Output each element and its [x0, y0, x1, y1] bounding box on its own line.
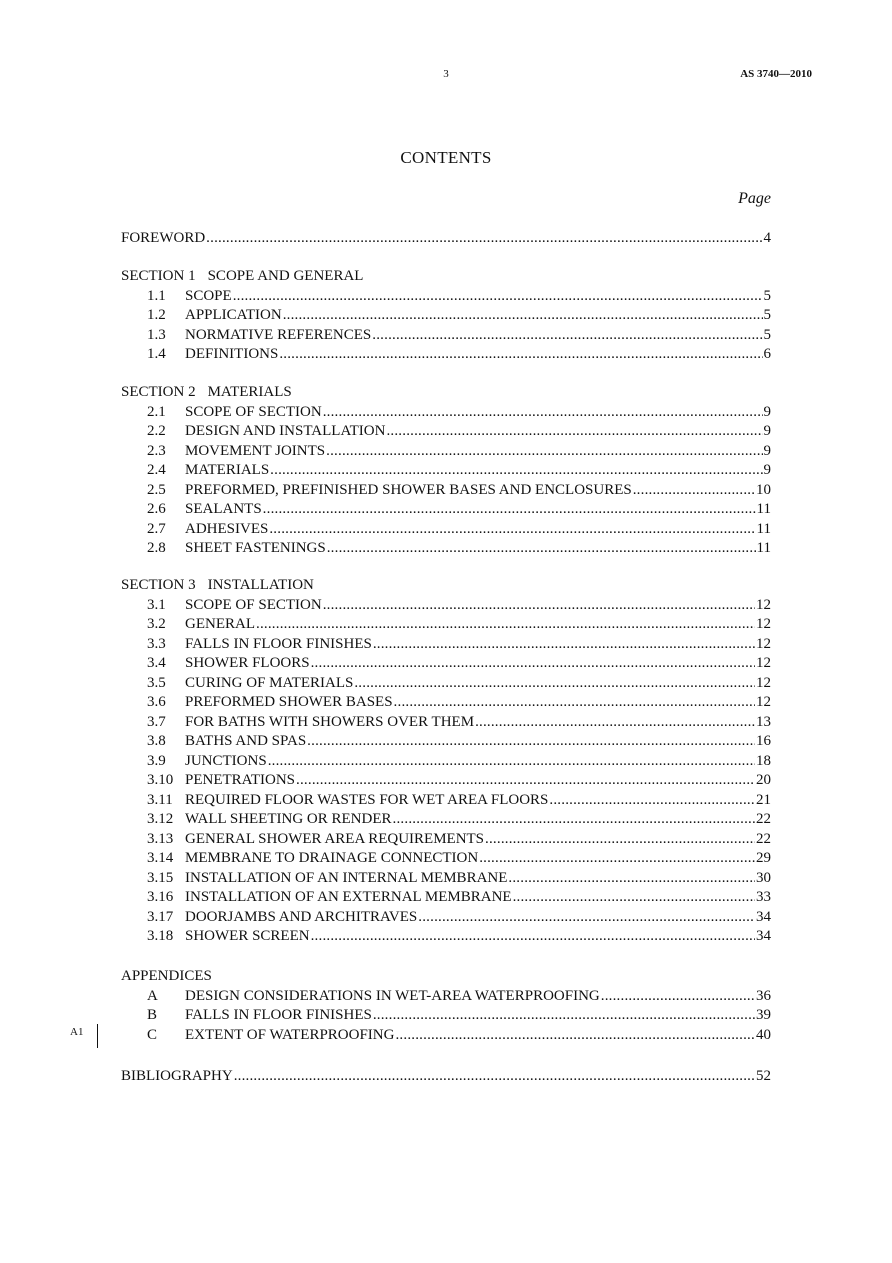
toc-entry[interactable] — [121, 326, 771, 346]
toc-page: 9 — [763, 403, 771, 420]
leader-dots — [395, 1026, 755, 1046]
section-2-block — [121, 383, 771, 559]
page-number: 3 — [443, 68, 449, 80]
toc-label: MOVEMENT JOINTS — [185, 442, 326, 459]
toc-label: PREFORMED SHOWER BASES — [185, 694, 393, 710]
leader-dots — [386, 422, 762, 442]
section-number: SECTION 3 — [121, 577, 196, 593]
leader-dots — [513, 888, 755, 908]
toc-page: 12 — [756, 596, 771, 613]
toc-entry[interactable] — [121, 849, 771, 869]
toc-entry[interactable] — [121, 422, 771, 442]
toc-entry[interactable] — [121, 987, 771, 1007]
toc-page: 12 — [756, 674, 771, 691]
toc-page: 5 — [763, 307, 771, 323]
toc-entry[interactable] — [121, 713, 771, 733]
toc-entry[interactable] — [121, 927, 771, 947]
toc-label: PENETRATIONS — [185, 772, 296, 788]
toc-entry[interactable] — [121, 442, 771, 462]
toc-entry[interactable] — [121, 287, 771, 307]
toc-label: DOORJAMBS AND ARCHITRAVES — [185, 908, 418, 925]
toc-page: 12 — [756, 694, 771, 710]
toc-page: 13 — [756, 713, 771, 730]
toc-entry[interactable] — [121, 403, 771, 423]
section-heading[interactable] — [121, 383, 771, 403]
toc-entry[interactable] — [121, 810, 771, 830]
leader-dots — [601, 987, 755, 1007]
toc-number: 3.6 — [147, 694, 166, 710]
toc-number: 3.16 — [147, 889, 174, 905]
section-heading[interactable] — [121, 267, 771, 287]
toc-entry[interactable] — [121, 1026, 771, 1046]
toc-number: 2.5 — [147, 481, 166, 498]
leader-dots — [354, 674, 755, 694]
toc-page: 12 — [756, 635, 771, 652]
toc-entry-foreword[interactable] — [121, 229, 771, 249]
leader-dots — [479, 849, 755, 869]
section-number: SECTION 2 — [121, 384, 196, 400]
leader-dots — [373, 635, 755, 655]
section-heading[interactable] — [121, 576, 771, 596]
toc-label: FOR BATHS WITH SHOWERS OVER THEM — [185, 713, 475, 730]
leader-dots — [323, 596, 755, 616]
contents-title: CONTENTS — [400, 148, 492, 167]
toc-number: 2.3 — [147, 442, 166, 459]
toc-entry[interactable] — [121, 869, 771, 889]
toc-page: 9 — [763, 462, 771, 478]
amendment-marker: A1 — [70, 1026, 84, 1038]
toc-number: 3.14 — [147, 850, 174, 866]
toc-label: DESIGN CONSIDERATIONS IN WET-AREA WATERPROOFING — [185, 987, 600, 1004]
toc-number: 2.4 — [147, 462, 166, 478]
toc-page: 6 — [763, 346, 771, 362]
leader-dots — [256, 615, 755, 635]
section-number: SECTION 1 — [121, 268, 196, 284]
toc-entry[interactable] — [121, 345, 771, 365]
leader-dots — [326, 442, 762, 462]
toc-label: BATHS AND SPAS — [185, 733, 307, 749]
leader-dots — [311, 654, 755, 674]
toc-entry[interactable] — [121, 693, 771, 713]
leader-dots — [508, 869, 755, 889]
toc-entry-bibliography[interactable] — [121, 1067, 771, 1087]
leader-dots — [233, 287, 763, 307]
toc-page: 5 — [763, 287, 771, 304]
leader-dots — [393, 810, 755, 830]
toc-label: EXTENT OF WATERPROOFING — [185, 1026, 395, 1043]
leader-dots — [633, 481, 755, 501]
leader-dots — [475, 713, 755, 733]
leader-dots — [418, 908, 755, 928]
toc-number: 3.18 — [147, 928, 174, 944]
toc-label: SCOPE — [185, 287, 232, 304]
bibliography-block — [121, 1067, 771, 1087]
toc-entry[interactable] — [121, 539, 771, 559]
toc-entry[interactable] — [121, 830, 771, 850]
toc-number: 1.1 — [147, 287, 166, 304]
toc-page: 12 — [756, 616, 771, 632]
toc-number: 2.7 — [147, 520, 166, 537]
toc-label: SCOPE OF SECTION — [185, 403, 322, 420]
leader-dots — [206, 229, 762, 249]
leader-dots — [372, 326, 762, 346]
toc-page: 52 — [756, 1068, 771, 1084]
toc-entry[interactable] — [121, 461, 771, 481]
toc-page: 30 — [756, 869, 771, 886]
toc-entry[interactable] — [121, 481, 771, 501]
toc-number: 1.3 — [147, 326, 166, 343]
leader-dots — [307, 732, 755, 752]
toc-label: GENERAL — [185, 616, 255, 632]
toc-page: 9 — [763, 442, 771, 459]
toc-label: SHOWER FLOORS — [185, 655, 310, 671]
leader-dots — [263, 500, 756, 520]
toc-page: 16 — [756, 733, 771, 749]
toc-number: 3.13 — [147, 830, 174, 847]
toc-label: BIBLIOGRAPHY — [121, 1068, 233, 1084]
toc-label: APPLICATION — [185, 307, 282, 323]
toc-page: 18 — [756, 752, 771, 769]
leader-dots — [269, 520, 755, 540]
leader-dots — [279, 345, 762, 365]
toc-label: DEFINITIONS — [185, 346, 279, 362]
toc-number: 3.1 — [147, 596, 166, 613]
toc-entry[interactable] — [121, 635, 771, 655]
toc-entry[interactable] — [121, 908, 771, 928]
section-title: SCOPE AND GENERAL — [207, 268, 364, 284]
toc-number: B — [147, 1007, 158, 1023]
toc-page: 11 — [756, 520, 771, 537]
toc-label: FALLS IN FLOOR FINISHES — [185, 635, 372, 652]
toc-label: INSTALLATION OF AN EXTERNAL MEMBRANE — [185, 889, 512, 905]
leader-dots — [323, 403, 763, 423]
leader-dots — [311, 927, 755, 947]
toc-number: 3.10 — [147, 772, 174, 788]
toc-label: ADHESIVES — [185, 520, 269, 537]
toc-number: 3.17 — [147, 908, 174, 925]
toc-entry[interactable] — [121, 306, 771, 326]
toc-page: 5 — [763, 326, 771, 343]
toc-page: 29 — [756, 850, 771, 866]
toc-label: CURING OF MATERIALS — [185, 674, 354, 691]
toc-label: FALLS IN FLOOR FINISHES — [185, 1007, 372, 1023]
toc-number: 2.1 — [147, 403, 166, 420]
toc-number: 3.2 — [147, 616, 166, 632]
toc-number: 2.8 — [147, 540, 166, 556]
toc-number: 1.4 — [147, 346, 166, 362]
toc-page: 9 — [763, 423, 771, 439]
toc-page: 12 — [756, 655, 771, 671]
toc-number: C — [147, 1026, 158, 1043]
toc-number: 3.8 — [147, 733, 166, 749]
toc-label: JUNCTIONS — [185, 752, 267, 769]
standard-designation: AS 3740—2010 — [740, 68, 812, 80]
toc-entry[interactable] — [121, 615, 771, 635]
toc-entry[interactable] — [121, 596, 771, 616]
toc-label: REQUIRED FLOOR WASTES FOR WET AREA FLOORS — [185, 791, 549, 808]
section-title: MATERIALS — [207, 384, 292, 400]
amendment-bar — [97, 1024, 98, 1048]
toc-number: 3.7 — [147, 713, 166, 730]
toc-page: 4 — [763, 230, 771, 246]
toc-label: SHOWER SCREEN — [185, 928, 310, 944]
leader-dots — [270, 461, 762, 481]
appendices-title: APPENDICES — [121, 968, 212, 984]
toc-label: DESIGN AND INSTALLATION — [185, 423, 386, 439]
toc-label: SCOPE OF SECTION — [185, 596, 322, 613]
toc-entry[interactable] — [121, 771, 771, 791]
toc-entry[interactable] — [121, 888, 771, 908]
toc-entry[interactable] — [121, 1006, 771, 1026]
leader-dots — [327, 539, 756, 559]
toc-number: 3.11 — [147, 791, 173, 808]
toc-label: GENERAL SHOWER AREA REQUIREMENTS — [185, 830, 485, 847]
leader-dots — [394, 693, 755, 713]
appendices-block — [121, 967, 771, 1045]
toc-page: 33 — [756, 889, 771, 905]
toc-page: 20 — [756, 772, 771, 788]
appendices-heading[interactable] — [121, 967, 771, 987]
toc-label: MATERIALS — [185, 462, 270, 478]
section-3-block — [121, 576, 771, 947]
leader-dots — [268, 752, 755, 772]
toc-entry[interactable] — [121, 791, 771, 811]
foreword-block — [121, 229, 771, 249]
toc-entry[interactable] — [121, 674, 771, 694]
toc-label: FOREWORD — [121, 230, 206, 246]
section-title: INSTALLATION — [207, 577, 314, 593]
leader-dots — [234, 1067, 755, 1087]
toc-entry[interactable] — [121, 654, 771, 674]
leader-dots — [549, 791, 755, 811]
toc-label: MEMBRANE TO DRAINAGE CONNECTION — [185, 850, 479, 866]
toc-number: 3.15 — [147, 869, 174, 886]
toc-label: SHEET FASTENINGS — [185, 540, 326, 556]
toc-page: 34 — [756, 908, 771, 925]
toc-page: 39 — [756, 1007, 771, 1023]
toc-number: 2.2 — [147, 423, 166, 439]
toc-page: 22 — [756, 830, 771, 847]
leader-dots — [373, 1006, 755, 1026]
toc-number: 2.6 — [147, 501, 166, 517]
toc-entry[interactable] — [121, 732, 771, 752]
toc-number: 3.12 — [147, 811, 174, 827]
toc-number: 3.5 — [147, 674, 166, 691]
toc-page: 11 — [756, 501, 771, 517]
toc-label: PREFORMED, PREFINISHED SHOWER BASES AND ENCLOSURES — [185, 481, 632, 498]
toc-number: 1.2 — [147, 307, 166, 323]
toc-entry[interactable] — [121, 520, 771, 540]
toc-number: 3.4 — [147, 655, 166, 671]
toc-number: 3.9 — [147, 752, 166, 769]
toc-label: NORMATIVE REFERENCES — [185, 326, 372, 343]
toc-entry[interactable] — [121, 752, 771, 772]
toc-page: 36 — [756, 987, 771, 1004]
leader-dots — [485, 830, 755, 850]
toc-number: 3.3 — [147, 635, 166, 652]
toc-page: 21 — [756, 791, 771, 808]
toc-page: 11 — [756, 540, 771, 556]
toc-number: A — [147, 987, 158, 1004]
toc-label: INSTALLATION OF AN INTERNAL MEMBRANE — [185, 869, 508, 886]
section-1-block — [121, 267, 771, 365]
toc-page: 22 — [756, 811, 771, 827]
page-column-label: Page — [738, 190, 771, 207]
leader-dots — [296, 771, 755, 791]
toc-page: 10 — [756, 481, 771, 498]
toc-page: 40 — [756, 1026, 771, 1043]
toc-entry[interactable] — [121, 500, 771, 520]
toc-page: 34 — [756, 928, 771, 944]
toc-label: WALL SHEETING OR RENDER — [185, 811, 392, 827]
leader-dots — [283, 306, 763, 326]
toc-label: SEALANTS — [185, 501, 262, 517]
